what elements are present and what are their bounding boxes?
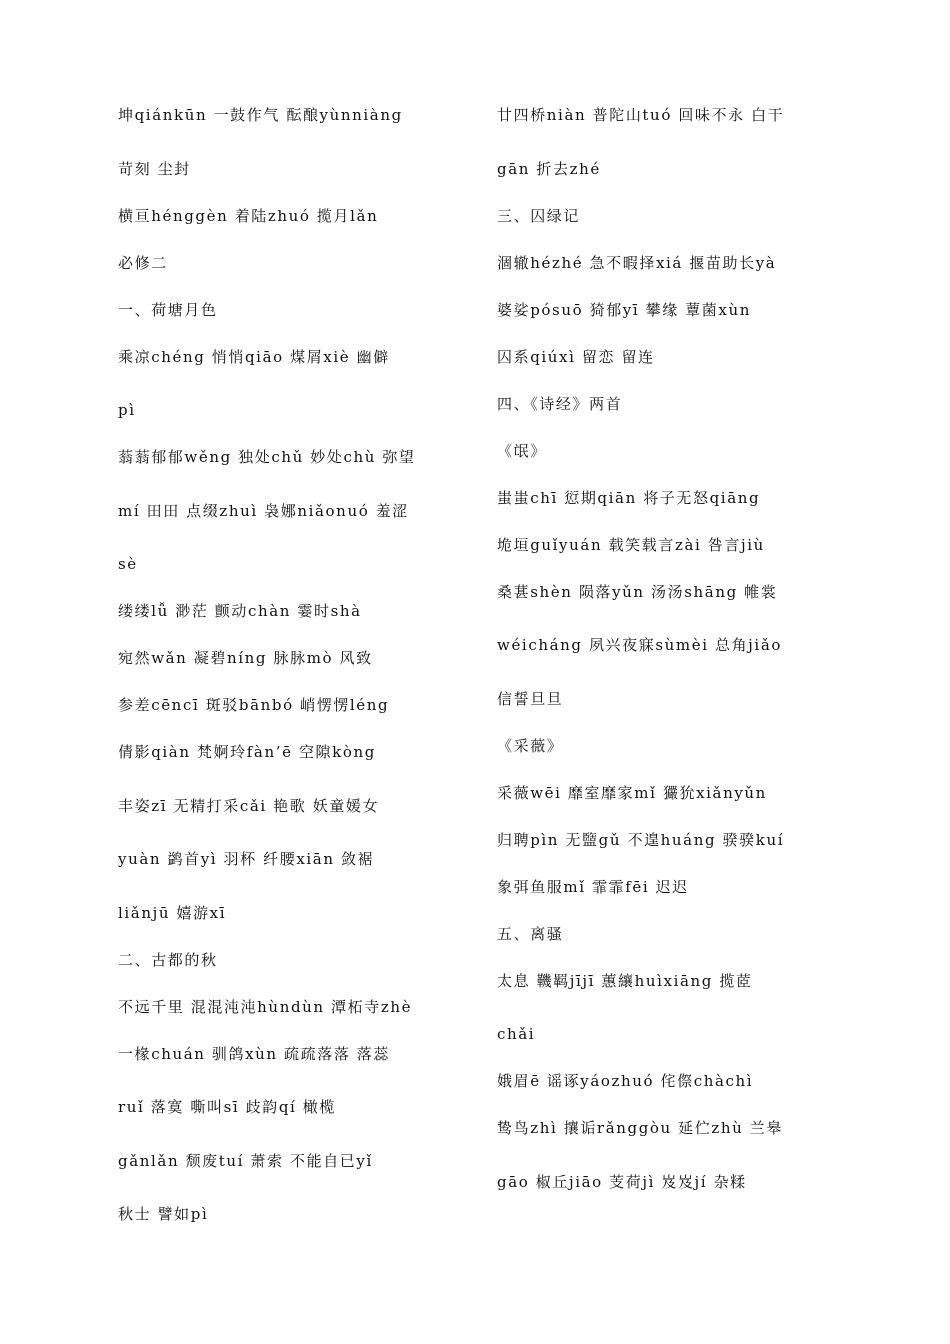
text-line: chǎi: [497, 1025, 536, 1043]
text-line: 不远千里 混混沌沌hùndùn 潭柘寺zhè: [118, 997, 413, 1016]
text-line: 信誓旦旦: [497, 689, 564, 708]
text-line: 苛刻 尘封: [118, 159, 191, 178]
text-line: gāo 椒丘jiāo 芰荷jì 岌岌jí 杂糅: [497, 1172, 747, 1191]
text-line: wéicháng 夙兴夜寐sùmèi 总角jiǎo: [497, 636, 782, 654]
text-line: liǎnjū 嬉游xī: [118, 903, 227, 922]
text-line: yuàn 鹢首yì 羽杯 纤腰xiān 敛裾: [118, 850, 375, 868]
text-line: 《氓》: [497, 441, 547, 460]
text-line: 归聘pìn 无盬gǔ 不遑huáng 骙骙kuí: [497, 830, 785, 849]
text-line: 一椽chuán 驯鸽xùn 疏疏落落 落蕊: [118, 1044, 391, 1063]
text-line: 一、荷塘月色: [118, 300, 218, 319]
text-line: 倩影qiàn 梵婀玲fàn’ē 空隙kòng: [118, 743, 376, 761]
text-line: 太息 鞿羁jījī 蕙纕huìxiāng 揽茝: [497, 971, 753, 990]
text-line: 蚩蚩chī 愆期qiān 将子无怒qiāng: [497, 488, 761, 507]
text-line: mí 田田 点缀zhuì 袅娜niǎonuó 羞涩: [118, 501, 409, 520]
text-line: 乘凉chéng 悄悄qiāo 煤屑xiè 幽僻: [118, 347, 390, 366]
text-line: 缕缕lǚ 渺茫 颤动chàn 霎时shà: [118, 602, 362, 620]
text-line: 秋士 譬如pì: [118, 1205, 209, 1223]
text-line: 囚系qiúxì 留恋 留连: [497, 347, 655, 366]
text-line: 鸷鸟zhì 攘诟rǎnggòu 延伫zhù 兰皋: [497, 1119, 783, 1137]
text-line: gān 折去zhé: [497, 159, 601, 178]
text-line: 《采薇》: [497, 736, 564, 755]
text-line: 二、古都的秋: [118, 950, 218, 969]
text-line: 坤qiánkūn 一鼓作气 酝酿yùnniàng: [118, 106, 403, 124]
text-line: 娥眉ē 谣诼yáozhuó 侘傺chàchì: [497, 1072, 754, 1090]
text-line: 涸辙hézhé 急不暇择xiá 揠苗助长yà: [497, 253, 777, 272]
text-line: 五、离骚: [497, 924, 564, 943]
text-line: 廿四桥niàn 普陀山tuó 回味不永 白干: [497, 106, 785, 124]
text-line: 象弭鱼服mǐ 霏霏fēi 迟迟: [497, 877, 689, 896]
text-line: 婆娑pósuō 猗郁yī 攀缘 蕈菌xùn: [497, 300, 751, 319]
text-line: 垝垣guǐyuán 载笑载言zài 咎言jiù: [497, 535, 765, 554]
text-line: 蓊蓊郁郁wěng 独处chǔ 妙处chù 弥望: [118, 448, 416, 466]
text-line: 桑葚shèn 陨落yǔn 汤汤shāng 帷裳: [497, 582, 778, 601]
text-line: 横亘hénggèn 着陆zhuó 揽月lǎn: [118, 206, 379, 225]
text-line: ruǐ 落寞 嘶叫sī 歧韵qí 橄榄: [118, 1098, 336, 1116]
text-line: 采薇wēi 靡室靡家mǐ 玁狁xiǎnyǔn: [497, 783, 767, 802]
text-line: 四、《诗经》两首: [497, 394, 623, 413]
text-line: pì: [118, 401, 136, 419]
text-line: 三、囚绿记: [497, 206, 581, 225]
left-column: [118, 98, 470, 1244]
text-line: 参差cēncī 斑驳bānbó 峭愣愣léng: [118, 696, 390, 714]
text-line: 丰姿zī 无精打采cǎi 艳歌 妖童媛女: [118, 796, 380, 815]
text-line: sè: [118, 555, 138, 573]
text-line: 必修二: [118, 253, 168, 272]
text-line: gǎnlǎn 颓废tuí 萧索 不能自已yǐ: [118, 1151, 373, 1170]
text-line: 宛然wǎn 凝碧níng 脉脉mò 风致: [118, 649, 373, 667]
right-column: [497, 98, 849, 1212]
